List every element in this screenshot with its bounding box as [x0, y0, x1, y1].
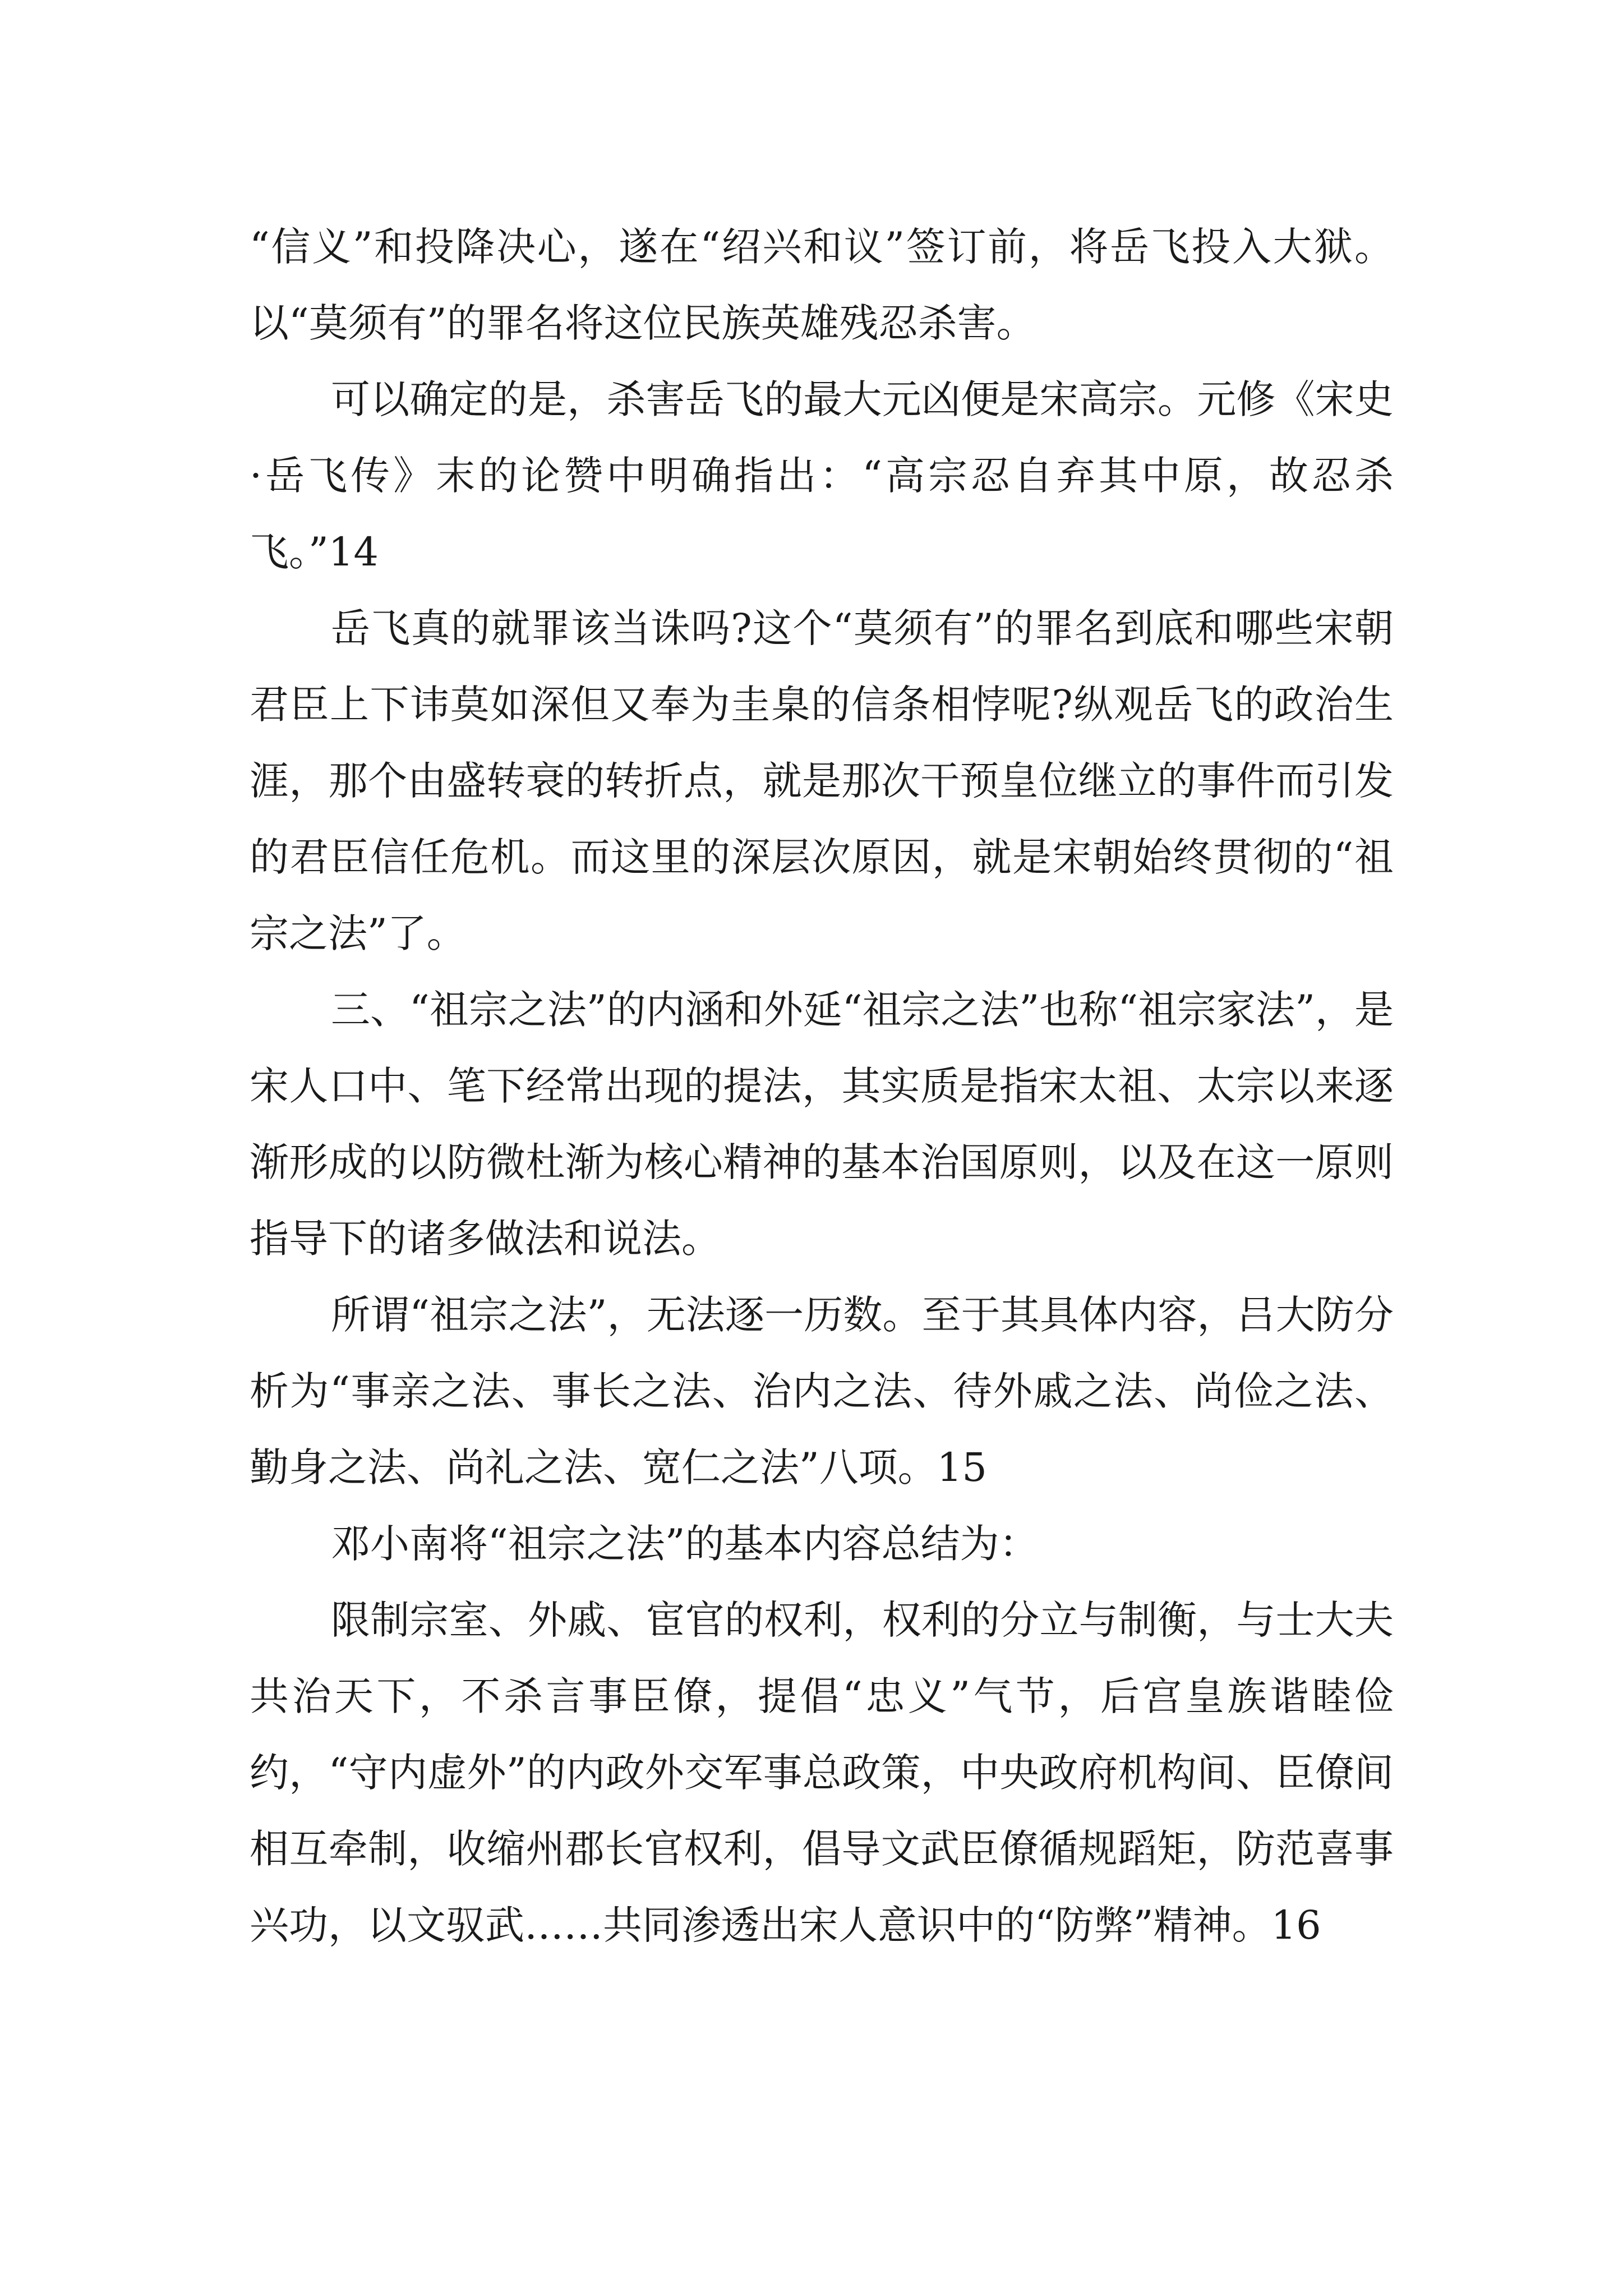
- paragraph-4: 三、“祖宗之法”的内涵和外延“祖宗之法”也称“祖宗家法”，是宋人口中、笔下经常出现的提法，其实质是指宋太祖、太宗以来逐渐形成的以防微杜渐为核心精神的基本治国原则，以及在这一原则指导下的诸多做法和说法。: [250, 987, 1394, 1262]
- paragraph-7: 限制宗室、外戚、宦官的权利，权利的分立与制衡，与士大夫共治天下，不杀言事臣僚，提倡“忠义”气节，后宫皇族谐睦俭约，“守内虚外”的内政外交军事总政策，中央政府机构间、臣僚间相互牵制，收缩州郡长官权利，倡导文武臣僚循规蹈矩，防范喜事兴功，以文驭武……共同渗透出宋人意识中的“防弊”精神。16: [250, 1597, 1394, 1948]
- paragraph-6: 邓小南将“祖宗之法”的基本内容总结为：: [331, 1521, 1039, 1567]
- paragraph-2: 可以确定的是，杀害岳飞的最大元凶便是宋高宗。元修《宋史·岳飞传》末的论赞中明确指出：“高宗忍自弃其中原，故忍杀飞。”14: [250, 376, 1394, 575]
- paragraph-5: 所谓“祖宗之法”，无法逐一历数。至于其具体内容，吕大防分析为“事亲之法、事长之法、治内之法、待外戚之法、尚俭之法、勤身之法、尚礼之法、宽仁之法”八项。15: [250, 1292, 1394, 1490]
- paragraph-3: 岳飞真的就罪该当诛吗?这个“莫须有”的罪名到底和哪些宋朝君臣上下讳莫如深但又奉为圭臬的信条相悖呢?纵观岳飞的政治生涯，那个由盛转衰的转折点，就是那次干预皇位继立的事件而引发的君臣信任危机。而这里的深层次原因，就是宋朝始终贯彻的“祖宗之法”了。: [250, 605, 1394, 956]
- document-body: [250, 209, 1394, 1963]
- paragraph-1: “信义”和投降决心，遂在“绍兴和议”签订前，将岳飞投入大狱。以“莫须有”的罪名将这位民族英雄残忍杀害。: [250, 224, 1394, 346]
